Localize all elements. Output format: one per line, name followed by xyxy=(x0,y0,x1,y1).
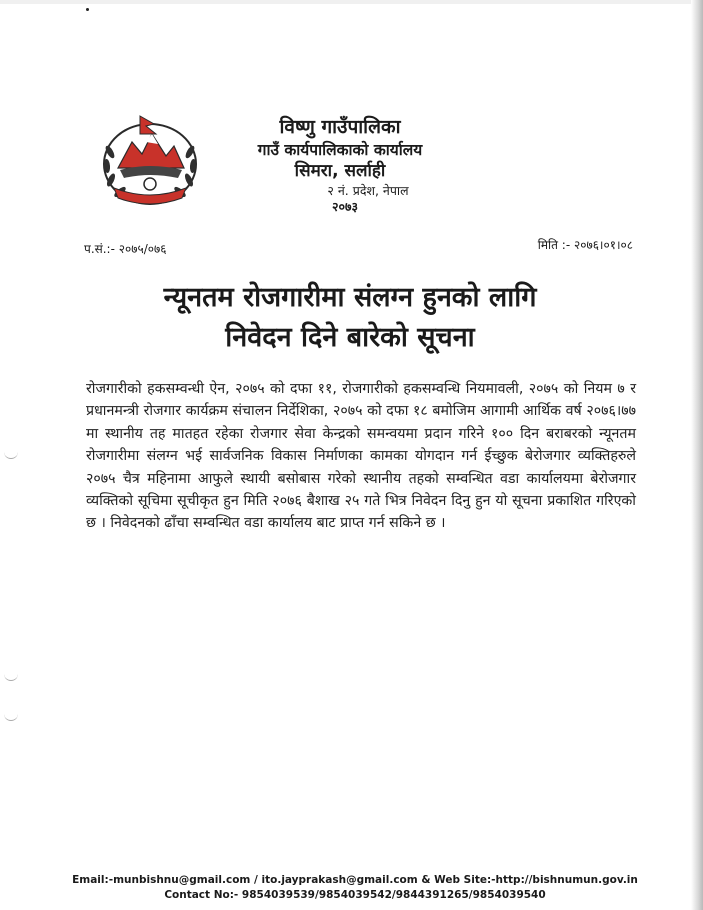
footer-contact-phone: Contact No:- 9854039539/9854039542/9844391265/9854039540 xyxy=(164,889,546,901)
punch-hole-mark xyxy=(4,672,18,681)
province-name: २ नं. प्रदेश, नेपाल xyxy=(327,183,409,199)
punch-hole-mark xyxy=(4,712,18,721)
scan-speck xyxy=(86,8,89,11)
office-name: गाउँ कार्यपालिकाको कार्यालय xyxy=(257,140,423,159)
footer-contact-email: Email:-munbishnu@gmail.com / ito.jayprakash@gmail.com & Web Site:-http://bishnumun.gov.in xyxy=(72,874,638,886)
municipality-name: विष्णु गाउँपालिका xyxy=(279,116,401,138)
notice-title-line-1: न्यूनतम रोजगारीमा संलग्न हुनको लागि xyxy=(163,282,537,313)
reference-number: प.सं.:- २०७५/०७६ xyxy=(84,242,167,256)
punch-hole-mark xyxy=(4,450,18,459)
office-location: सिमरा, सर्लाही xyxy=(294,161,386,182)
nepal-government-emblem-icon xyxy=(96,112,204,208)
office-header xyxy=(220,116,460,215)
notice-body: रोजगारीको हकसम्वन्धी ऐन, २०७५ को दफा ११, रोजगारीको हकसम्वन्धि नियमावली, २०७५ को नियम ७ र प्रधानमन्त्री रोजगार कार्यक्रम संचालन निर्देशिका, २०७५ को दफा १८ बमोजिम आगामी आर्थिक वर्ष २०७६।७७ मा स्थानीय तह मातहत रहेका रोजगार सेवा केन्द्रको समन्वयमा प्रदान गरिने १०० दिन बराबरको न्यूनतम रोजगारीमा संलग्न भई सार्वजनिक विकास निर्माणका कामका योगदान गर्न ईच्छुक बेरोजगार व्यक्तिहरुले २०७५ चैत्र महिनामा आफुले स्थायी बसोबास गरेको स्थानीय तहको सम्वन्धित वडा कार्यालयमा बेरोजगार व्यक्तिको सूचिमा सूचीकृत हुन मिति २०७६ बैशाख २५ गते भित्र निवेदन दिनु हुन यो सूचना प्रकाशित गरिएको छ । निवेदनको ढाँचा सम्वन्धित वडा कार्यालय बाट प्राप्त गर्न सकिने छ । xyxy=(86,381,636,532)
notice-date: मिति :- २०७६।०१।०८ xyxy=(537,238,633,252)
scan-top-edge xyxy=(0,0,703,4)
notice-title-line-2: निवेदन दिने बारेको सूचना xyxy=(225,322,475,353)
scan-right-edge xyxy=(691,0,703,910)
establishment-year: २०७३ xyxy=(331,199,358,214)
